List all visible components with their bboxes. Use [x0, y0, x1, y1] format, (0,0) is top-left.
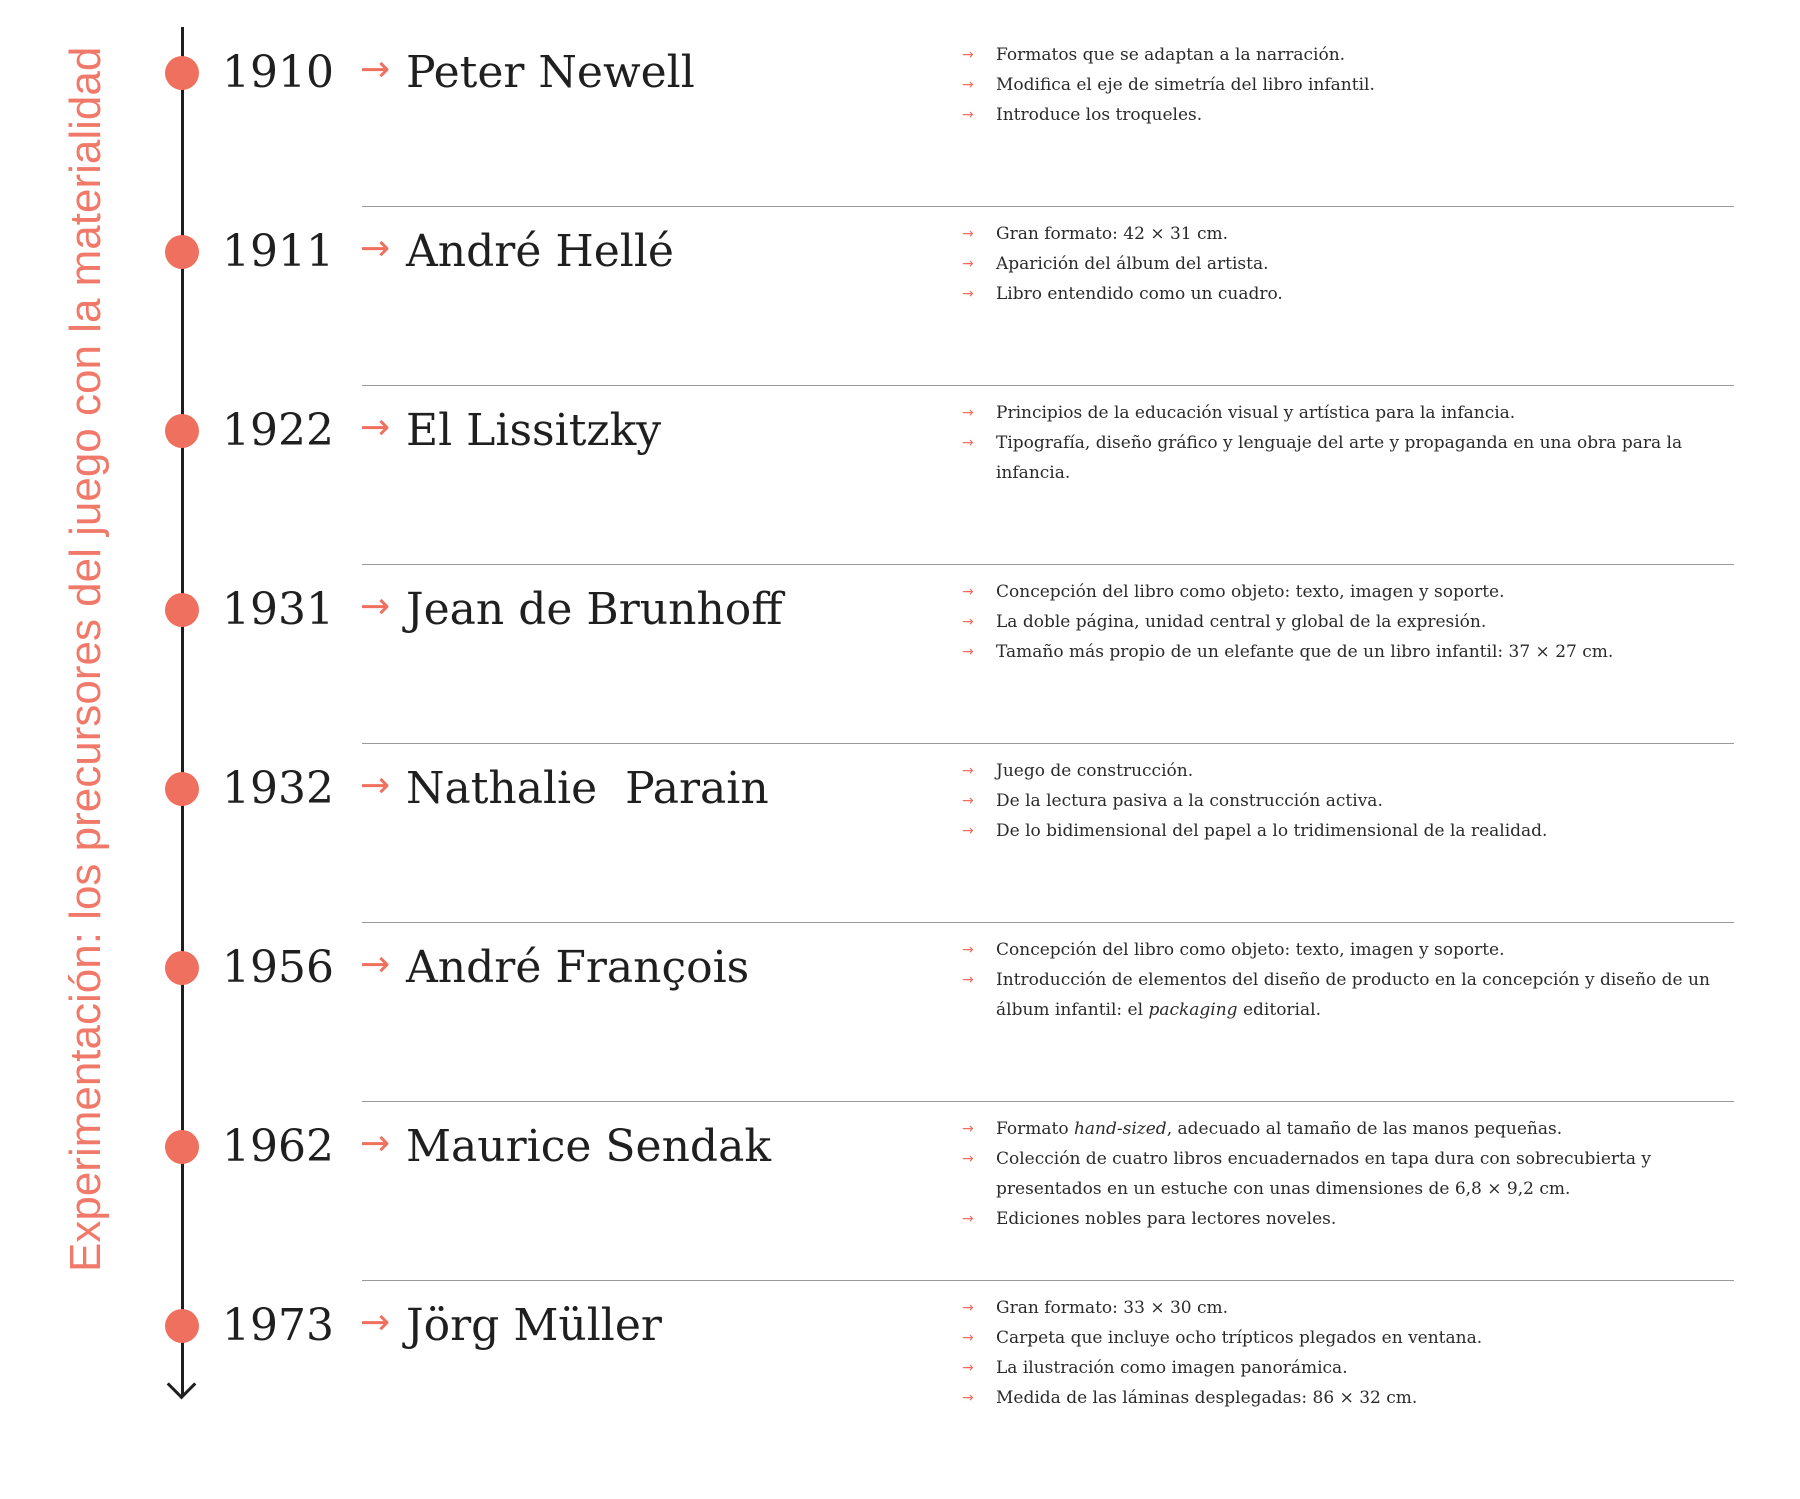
point-text: Tamaño más propio de un elefante que de un libro infantil: 37 × 27 cm. [996, 642, 1614, 662]
point-text: Introduce los troqueles. [996, 105, 1203, 125]
point-text: Formatos que se adaptan a la narración. [996, 45, 1346, 65]
entry-point [962, 100, 1732, 130]
point-text: La doble página, unidad central y global de la expresión. [996, 612, 1487, 632]
bullet-arrow-icon: → [962, 405, 974, 421]
point-text: Aparición del álbum del artista. [996, 254, 1269, 274]
entry-points [962, 577, 1732, 667]
entry-name: Jörg Müller [406, 1300, 662, 1351]
entry-year: 1932 [222, 763, 334, 814]
point-text-italic: packaging [1148, 1000, 1238, 1020]
timeline-entry [0, 358, 1800, 537]
entry-name: André Hellé [406, 226, 674, 277]
bullet-arrow-icon: → [962, 942, 974, 958]
vertical-title: Experimentación: los precursores del juego con la materialidad [61, 46, 110, 1272]
bullet-arrow-icon: → [962, 435, 974, 451]
bullet-arrow-icon: → [962, 644, 974, 660]
arrow-icon: → [360, 407, 391, 448]
point-text-italic: hand-sized [1073, 1119, 1167, 1139]
entry-points [962, 219, 1732, 309]
timeline-entry [0, 537, 1800, 716]
entry-point [962, 40, 1732, 70]
point-text: Concepción del libro como objeto: texto, imagen y soporte. [996, 582, 1505, 602]
timeline-dot [165, 1130, 199, 1164]
arrow-icon: → [360, 49, 391, 90]
point-text: Carpeta que incluye ocho trípticos plegados en ventana. [996, 1328, 1483, 1348]
entry-point [962, 1114, 1732, 1144]
timeline-dot [165, 414, 199, 448]
entry-point [962, 398, 1732, 428]
bullet-arrow-icon: → [962, 256, 974, 272]
bullet-arrow-icon: → [962, 107, 974, 123]
point-text: Introducción de elementos del diseño de producto en la concepción y diseño de un álbum infantil: el [996, 970, 1710, 1020]
point-text: De lo bidimensional del papel a lo tridimensional de la realidad. [996, 821, 1548, 841]
entry-year: 1922 [222, 405, 334, 456]
entry-point [962, 1144, 1732, 1204]
bullet-arrow-icon: → [962, 763, 974, 779]
point-text: Gran formato: 42 × 31 cm. [996, 224, 1229, 244]
entry-point [962, 786, 1732, 816]
timeline-dot [165, 593, 199, 627]
entry-name: Nathalie Parain [406, 763, 769, 814]
point-text: De la lectura pasiva a la construcción activa. [996, 791, 1383, 811]
arrow-icon: → [360, 944, 391, 985]
entry-name: El Lissitzky [406, 405, 662, 456]
bullet-arrow-icon: → [962, 77, 974, 93]
entry-point [962, 1204, 1732, 1234]
entry-point [962, 249, 1732, 279]
bullet-arrow-icon: → [962, 1330, 974, 1346]
bullet-arrow-icon: → [962, 1121, 974, 1137]
entry-points [962, 1293, 1732, 1413]
point-text: Ediciones nobles para lectores noveles. [996, 1209, 1337, 1229]
point-text: La ilustración como imagen panorámica. [996, 1358, 1348, 1378]
timeline-entry [0, 895, 1800, 1074]
point-text: Juego de construcción. [996, 761, 1194, 781]
entry-name: Maurice Sendak [406, 1121, 771, 1172]
point-text: Formato [996, 1119, 1074, 1139]
entry-points [962, 1114, 1732, 1234]
bullet-arrow-icon: → [962, 1211, 974, 1227]
entry-name: Peter Newell [406, 47, 695, 98]
point-text: Colección de cuatro libros encuadernados en tapa dura con sobrecubierta y presentados en un estuche con unas dimensiones de 6,8 × 9,2 cm. [996, 1149, 1651, 1199]
entry-points [962, 398, 1732, 488]
timeline-entry [0, 1074, 1800, 1253]
point-text: Principios de la educación visual y artística para la infancia. [996, 403, 1516, 423]
entry-point [962, 577, 1732, 607]
bullet-arrow-icon: → [962, 614, 974, 630]
entry-point [962, 428, 1732, 488]
point-text: Tipografía, diseño gráfico y lenguaje del arte y propaganda en una obra para la infancia. [996, 433, 1683, 483]
entry-name: André François [406, 942, 750, 993]
bullet-arrow-icon: → [962, 226, 974, 242]
bullet-arrow-icon: → [962, 1151, 974, 1167]
arrow-icon: → [360, 765, 391, 806]
timeline-dot [165, 772, 199, 806]
point-text: Modifica el eje de simetría del libro infantil. [996, 75, 1375, 95]
entry-point [962, 935, 1732, 965]
timeline-dot [165, 951, 199, 985]
timeline-dot [165, 1309, 199, 1343]
timeline-entry [0, 0, 1800, 179]
entry-points [962, 40, 1732, 130]
arrow-icon: → [360, 228, 391, 269]
point-text: Libro entendido como un cuadro. [996, 284, 1283, 304]
entry-points [962, 935, 1732, 1025]
point-text: Gran formato: 33 × 30 cm. [996, 1298, 1229, 1318]
point-text: editorial. [1237, 1000, 1321, 1020]
entry-point [962, 637, 1732, 667]
entry-point [962, 1293, 1732, 1323]
timeline-entry [0, 179, 1800, 358]
timeline-dot [165, 56, 199, 90]
bullet-arrow-icon: → [962, 1360, 974, 1376]
entry-point [962, 607, 1732, 637]
timeline-entry [0, 716, 1800, 895]
arrow-icon: → [360, 1123, 391, 1164]
bullet-arrow-icon: → [962, 823, 974, 839]
point-text: , adecuado al tamaño de las manos pequeñas. [1166, 1119, 1563, 1139]
bullet-arrow-icon: → [962, 1300, 974, 1316]
entry-year: 1973 [222, 1300, 334, 1351]
bullet-arrow-icon: → [962, 1390, 974, 1406]
bullet-arrow-icon: → [962, 793, 974, 809]
entry-year: 1931 [222, 584, 334, 635]
entry-year: 1962 [222, 1121, 334, 1172]
entry-year: 1956 [222, 942, 334, 993]
bullet-arrow-icon: → [962, 972, 974, 988]
entry-point [962, 816, 1732, 846]
entry-year: 1910 [222, 47, 334, 98]
timeline-dot [165, 235, 199, 269]
entry-year: 1911 [222, 226, 334, 277]
entry-point [962, 965, 1732, 1025]
entry-point [962, 1353, 1732, 1383]
arrow-icon: → [360, 1302, 391, 1343]
bullet-arrow-icon: → [962, 286, 974, 302]
entry-point [962, 279, 1732, 309]
entry-point [962, 1383, 1732, 1413]
bullet-arrow-icon: → [962, 584, 974, 600]
bullet-arrow-icon: → [962, 47, 974, 63]
arrow-icon: → [360, 586, 391, 627]
entry-point [962, 1323, 1732, 1353]
point-text: Concepción del libro como objeto: texto, imagen y soporte. [996, 940, 1505, 960]
point-text: Medida de las láminas desplegadas: 86 × 32 cm. [996, 1388, 1418, 1408]
entry-point [962, 756, 1732, 786]
entry-point [962, 70, 1732, 100]
entry-point [962, 219, 1732, 249]
entry-points [962, 756, 1732, 846]
entry-name: Jean de Brunhoff [406, 584, 783, 635]
timeline-entry [0, 1253, 1800, 1432]
